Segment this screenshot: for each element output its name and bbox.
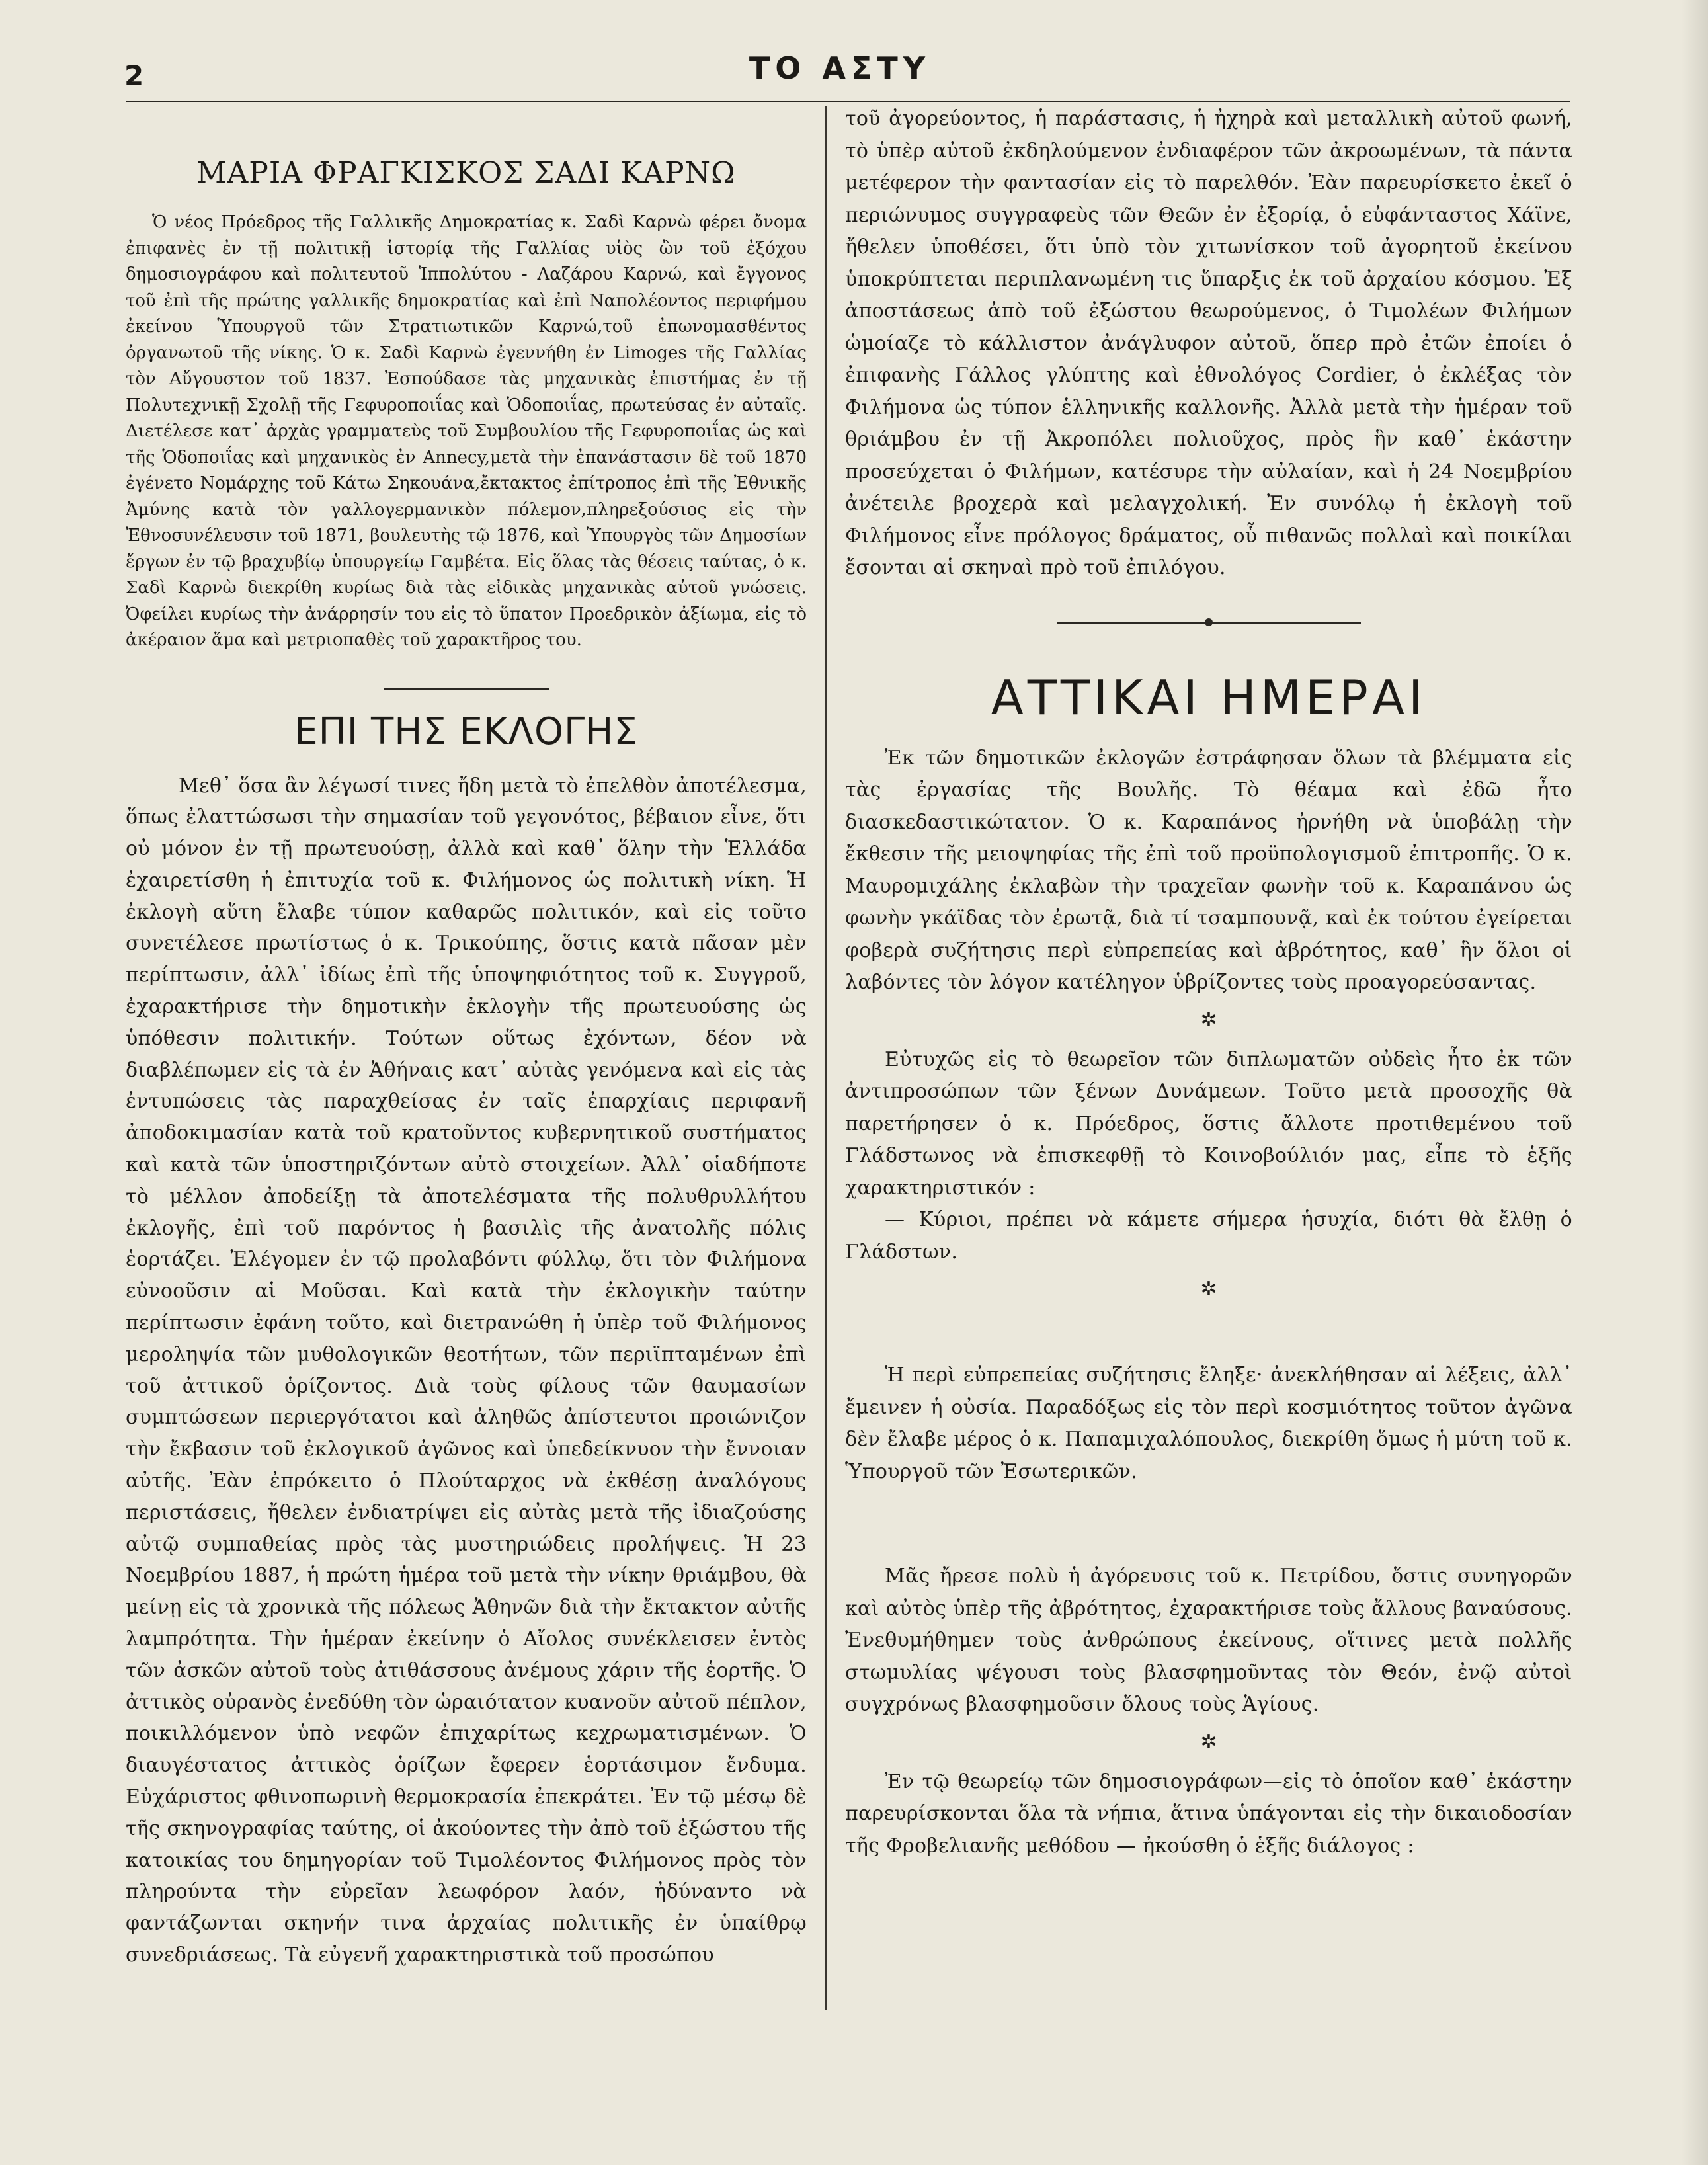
article-text: Μεθ᾽ ὅσα ἂν λέγωσί τινες ἤδη μετὰ τὸ ἐπελθὸν ἀποτέλεσμα, ὅπως ἐλαττώσωσι τὴν σημασίαν τοῦ γεγονότος, βέβαιον εἶνε, ὅτι οὐ μόνον ἐν τῇ πρωτευούσῃ, ἀλλὰ καὶ καθ᾽ ὅλην τὴν Ἑλλάδα ἐχαιρετίσθη ἡ ἐπιτυχία τοῦ κ. Φιλήμονος ὡς πολιτικὴ νίκη. Ἡ ἐκλογὴ αὕτη ἔλαβε τύπον καθαρῶς πολιτικόν, καὶ εἰς τοῦτο συνετέλεσε πρωτίστως ὁ κ. Τρικούπης, ὅστις κατὰ πᾶσαν μὲν περίπτωσιν, ἀλλ᾽ ἰδίως ἐπὶ τῆς ὑποψηφιότητος τοῦ κ. Συγγροῦ, ἐχαρακτήρισε τὴν δημοτικὴν ἐκλογὴν τῆς πρωτευούσης ὡς ὑπόθεσιν πολιτικήν. Τούτων οὕτως ἐχόντων, δέον νὰ διαβλέπωμεν εἰς τὰ ἐν Ἀθήναις κατ᾽ αὐτὰς γενόμενα καὶ εἰς τὰς ἐντυπώσεις τὰς παραχθείσας ἐν ταῖς ἐπαρχίαις περιφανῆ ἀποδοκιμασίαν κατὰ τοῦ κρατοῦντος κυβερνητικοῦ συστήματος καὶ κατὰ τῶν ὑποστηριζόντων αὐτὸ στοιχείων. Ἀλλ᾽ οἱαδήποτε τὸ μέλλον ἀποδείξῃ τὰ ἀποτελέσματα τῆς πολυθρυλλήτου ἐκλογῆς, ἐπὶ τοῦ παρόντος ἡ βασιλὶς τῆς ἀνατολῆς πόλις ἑορτάζει. Ἐλέγομεν ἐν τῷ προλαβόντι φύλλῳ, ὅτι τὸν Φιλήμονα εὐνοοῦσιν αἱ Μοῦσαι. Καὶ κατὰ τὴν ἐκλογικὴν ταύτην περίπτωσιν ἐφάνη τοῦτο, καὶ διετρανώθη ἡ ὑπὲρ τοῦ Φιλήμονος μεροληψία τῶν μυθολογικῶν θεοτήτων, τῶν περιϊπταμένων ἐπὶ τοῦ ἀττικοῦ ὁρίζοντος. Διὰ τοὺς φίλους τῶν θαυμασίων συμπτώσεων περιεργότατοι καὶ ἀληθῶς ἀπίστευτοι προιώνιζον τὴν ἔκβασιν τοῦ ἐκλογικοῦ ἀγῶνος καὶ ὑπεδείκνυον τὴν ἔννοιαν αὐτῆς. Ἐὰν ἐπρόκειτο ὁ Πλούταρχος νὰ ἐκθέσῃ ἀναλόγους περιστάσεις, ἤθελεν ἐνδιατρίψει εἰς αὐτὰς μετὰ τῆς ἰδιαζούσης αὐτῷ συμπαθείας πρὸς τὰς μυστηριώδεις προλήψεις. Ἡ 23 Νοεμβρίου 1887, ἡ πρώτη ἡμέρα τοῦ μετὰ τὴν νίκην θριάμβου, θὰ μείνῃ εἰς τὰ χρονικὰ τῆς πόλεως Ἀθηνῶν διὰ τὴν ἔκτακτον αὐτῆς λαμπρότητα. Τὴν ἡμέραν ἐκείνην ὁ Αἴολος συνέκλεισεν ἐντὸς τῶν ἀσκῶν αὐτοῦ τοὺς ἀτιθάσσους ἀνέμους χάριν τῆς ἑορτῆς. Ὁ ἀττικὸς οὐρανὸς ἐνεδύθη τὸν ὡραιότατον κυανοῦν αὐτοῦ πέπλον, ποικιλλόμενον ὑπὸ νεφῶν ἐπιχαρίτως κεχρωματισμένων. Ὁ διαυγέστατος ἀττικὸς ὁρίζων ἔφερεν ἑορτάσιμον ἔνδυμα. Εὐχάριστος φθινοπωρινὴ θερμοκρασία ἐπεκράτει. Ἐν τῷ μέσῳ δὲ τῆς σκηνογραφίας ταύτης, οἱ ἀκούοντες τὴν ἀπὸ τοῦ ἐξώστου τῆς κατοικίας του δημηγορίαν τοῦ Τιμολέοντος Φιλήμονος πρὸς τὸν πληρούντα τὴν εὐρεῖαν λεωφόρον λαόν, ἠδύναντο νὰ φαντάζωνται σκηνήν τινα ἀρχαίας πολιτικῆς ἐν ὑπαίθρῳ συνεδριάσεως. Τὰ εὐγενῆ χαρακτηριστικὰ τοῦ προσώπου <box>126 774 807 1967</box>
article-continued-text: τοῦ ἀγορεύοντος, ἡ παράστασις, ἡ ἠχηρὰ καὶ μεταλλικὴ αὐτοῦ φωνή, τὸ ὑπὲρ αὐτοῦ ἐκδηλούμενον ἐνδιαφέρον τῶν ἀκροωμένων, τὰ πάντα μετέφερον τὴν φαντασίαν εἰς τὸ παρελθόν. Ἐὰν παρευρίσκετο ἐκεῖ ὁ περιώνυμος συγγραφεὺς τῶν Θεῶν ἐν ἐξορίᾳ, ὁ εὐφάνταστος Χάϊνε, ἤθελεν ὑποθέσει, ὅτι ὑπὸ τὸν χιτωνίσκον τοῦ ἀγορητοῦ ἐκείνου ὑποκρύπτεται περιπλανωμένη τις ὕπαρξις ἐκ τοῦ ἀρχαίου κόσμου. Ἐξ ἀποστάσεως ἀπὸ τοῦ ἐξώστου θεωρούμενος, ὁ Τιμολέων Φιλήμων ὡμοίαζε τὸ κάλλιστον ἀνάγλυφον αὐτοῦ, ὅπερ πρὸ ἐτῶν ἐποίει ὁ ἐπιφανὴς Γάλλος γλύπτης καὶ ἐθνολόγος Cordier, ὁ ἐκλέξας τὸν Φιλήμονα ὡς τύπον ἑλληνικῆς καλλονῆς. Ἀλλὰ μετὰ τὴν ἡμέραν τοῦ θριάμβου ἐν τῇ Ἀκροπόλει πολιοῦχος, πρὸς ἣν καθ᾽ ἑκάστην προσεύχεται ὁ Φιλήμων, κατέσυρε τὴν αὐλαίαν, καὶ ἡ 24 Νοεμβρίου ἀνέτειλε βροχερὰ καὶ μελαγχολική. Ἐν συνόλῳ ἡ ἐκλογὴ τοῦ Φιλήμονος εἶνε πρόλογος δράματος, οὗ πιθανῶς πολλαὶ καὶ ποικίλαι ἔσονται αἱ σκηναὶ πρὸ τοῦ ἐπιλόγου. <box>845 107 1572 579</box>
section-headline: ΑΤΤΙΚΑΙ ΗΜΕΡΑΙ <box>991 669 1427 725</box>
asterism-icon: ✲ <box>1200 1008 1217 1032</box>
page-header <box>0 42 1708 95</box>
asterism-icon: ✲ <box>1200 1278 1217 1301</box>
spacer <box>845 1313 1572 1360</box>
column-divider <box>825 106 827 2010</box>
bio-text: Ὁ νέος Πρόεδρος τῆς Γαλλικῆς Δημοκρατίας κ. Σαδὶ Καρνὼ φέρει ὄνομα ἐπιφανὲς ἐν τῇ πολιτικῇ ἱστορίᾳ τῆς Γαλλίας υἱὸς ὢν τοῦ ἐξόχου δημοσιογράφου καὶ πολιτευτοῦ Ἱππολύτου - Λαζάρου Καρνώ, καὶ ἔγγονος τοῦ ἐπὶ τῆς πρώτης γαλλικῆς δημοκρατίας καὶ ἐπὶ Ναπολέοντος περιφήμου ἐκείνου Ὑπουργοῦ τῶν Στρατιωτικῶν Καρνώ,τοῦ ἐπωνομασθέντος ὀργανωτοῦ τῆς νίκης. Ὁ κ. Σαδὶ Καρνὼ ἐγεννήθη ἐν Limoges τῆς Γαλλίας τὸν Αὔγουστον τοῦ 1837. Ἐσπούδασε τὰς μηχανικὰς ἐπιστήμας ἐν τῇ Πολυτεχνικῇ Σχολῇ τῆς Γεφυροποιΐας καὶ Ὁδοποιΐας, πρωτεύσας ἐν αὐταῖς. Διετέλεσε κατ᾽ ἀρχὰς γραμματεὺς τοῦ Συμβουλίου τῆς Γεφυροποιΐας ὡς καὶ τῆς Ὁδοποιΐας καὶ μηχανικὸς ἐν Annecy,μετὰ τὴν ἐπανάστασιν δὲ τοῦ 1870 ἐγένετο Νομάρχης τοῦ Κάτω Σηκουάνα,ἔκτακτος ἐπίτροπος ἐπὶ τῆς Ἐθνικῆς Ἀμύνης κατὰ τὸν γαλλογερμανικὸν πόλεμον,πληρεξούσιος εἰς τὴν Ἐθνοσυνέλευσιν τοῦ 1871, βουλευτὴς τῷ 1876, καὶ Ὑπουργὸς τῶν Δημοσίων ἔργων ἐν τῷ βραχυβίῳ ὑπουργείῳ Γαμβέτα. Εἰς ὅλας τὰς θέσεις ταύτας, ὁ κ. Σαδὶ Καρνὼ διεκρίθη κυρίως διὰ τὰς εἰδικὰς μηχανικὰς αὐτοῦ γνώσεις. Ὀφείλει κυρίως τὴν ἀνάρρησίν του εἰς τὸ ὕπατον Προεδρικὸν ἀξίωμα, εἰς τὸ ἀκέραιον ἅμα καὶ μετριοπαθὲς τοῦ χαρακτῆρος του. <box>126 212 807 650</box>
paragraph: Μᾶς ἤρεσε πολὺ ἡ ἀγόρευσις τοῦ κ. Πετρίδου, ὅστις συνηγορῶν καὶ αὐτὸς ὑπὲρ τῆς ἀβρότητος, ἐχαρακτήρισε τοὺς ἄλλους βαναύσους. Ἐνεθυμήθημεν τοὺς ἀνθρώπους ἐκείνους, οἵτινες μετὰ πολλῆς στωμυλίας ψέγουσι τοὺς βλασφημοῦντας τὸν Θεόν, ἐνῷ αὐτοὶ συγχρόνως βλασφημοῦσιν ὅλους τοὺς Ἁγίους. <box>845 1565 1572 1716</box>
paragraph: — Κύριοι, πρέπει νὰ κάμετε σήμερα ἡσυχία, διότι θὰ ἔλθῃ ὁ Γλάδστων. <box>845 1208 1572 1264</box>
section-rule <box>384 688 549 690</box>
scan-edge-shade <box>1682 0 1708 2165</box>
article-headline: ΕΠΙ ΤΗΣ ΕΚΛΟΓΗΣ <box>294 710 638 753</box>
paragraph: Εὐτυχῶς εἰς τὸ θεωρεῖον τῶν διπλωματῶν οὐδεὶς ἦτο ἐκ τῶν ἀντιπροσώπων τῶν ξένων Δυνάμεων. Τοῦτο μετὰ προσοχῆς θὰ παρετήρησεν ὁ κ. Πρόεδρος, ὅστις ἄλλοτε προτιθεμένου τοῦ Γλάδστωνος νὰ ἐπισκεφθῇ τὸ Κοινοβούλιόν μας, εἶπε τὸ ἑξῆς χαρακτηριστικόν : <box>845 1047 1572 1200</box>
spacer <box>845 1488 1572 1561</box>
page-number: 2 <box>124 60 144 92</box>
paragraph: Ἐν τῷ θεωρείῳ τῶν δημοσιογράφων—εἰς τὸ ὁποῖον καθ᾽ ἑκάστην παρευρίσκονται ὅλα τὰ νήπια, ἅτινα ὑπάγονται εἰς τὴν δικαιοδοσίαν τῆς Φροβελιανῆς μεθόδου — ἠκούσθη ὁ ἑξῆς διάλογος : <box>845 1770 1572 1858</box>
paragraph: Ἐκ τῶν δημοτικῶν ἐκλογῶν ἐστράφησαν ὅλων τὰ βλέμματα εἰς τὰς ἐργασίας τῆς Βουλῆς. Τὸ θέαμα καὶ ἐδῶ ἦτο διασκεδαστικώτατον. Ὁ κ. Καραπάνος ἠρνήθη νὰ ὑποβάλῃ τὴν ἔκθεσιν τῆς μειοψηφίας τῆς ἐπὶ τοῦ προϋπολογισμοῦ ἐπιτροπῆς. Ὁ κ. Μαυρομιχάλης ἐκλαβὼν τὴν τραχεῖαν φωνὴν τοῦ κ. Καραπάνου ὡς φωνὴν γκάϊδας τὸν ἐρωτᾷ, διὰ τί τσαμπουνᾷ, καὶ ἐκ τούτου ἐγείρεται φοβερὰ συζήτησις περὶ εὐπρεπείας καὶ ἀβρότητος, καθ᾽ ἣν ὅλοι οἱ λαβόντες τὸν λόγον κατέληγον ὑβρίζοντες τοὺς προαγορεύσαντας. <box>845 746 1572 994</box>
bio-headline: ΜΑΡΙΑ ΦΡΑΓΚΙΣΚΟΣ ΣΑΔΙ ΚΑΡΝΩ <box>196 156 736 190</box>
asterism-icon: ✲ <box>1200 1730 1217 1754</box>
right-column <box>845 99 1572 2076</box>
left-column <box>126 99 807 2076</box>
ornament-dot <box>1205 618 1213 626</box>
ornament-rule <box>1057 622 1361 624</box>
masthead: ΤΟ ΑΣΤΥ <box>749 50 931 86</box>
paragraph: Ἡ περὶ εὐπρεπείας συζήτησις ἔληξε· ἀνεκλήθησαν αἱ λέξεις, ἀλλ᾽ ἔμεινεν ἡ οὐσία. Παραδόξως εἰς τὸν περὶ κοσμιότητος τοῦτον ἀγῶνα δὲν ἔλαβε μέρος ὁ κ. Παπαμιχαλόπουλος, διεκρίθη ὅμως ἡ μύτη τοῦ κ. Ὑπουργοῦ τῶν Ἐσωτερικῶν. <box>845 1364 1572 1483</box>
